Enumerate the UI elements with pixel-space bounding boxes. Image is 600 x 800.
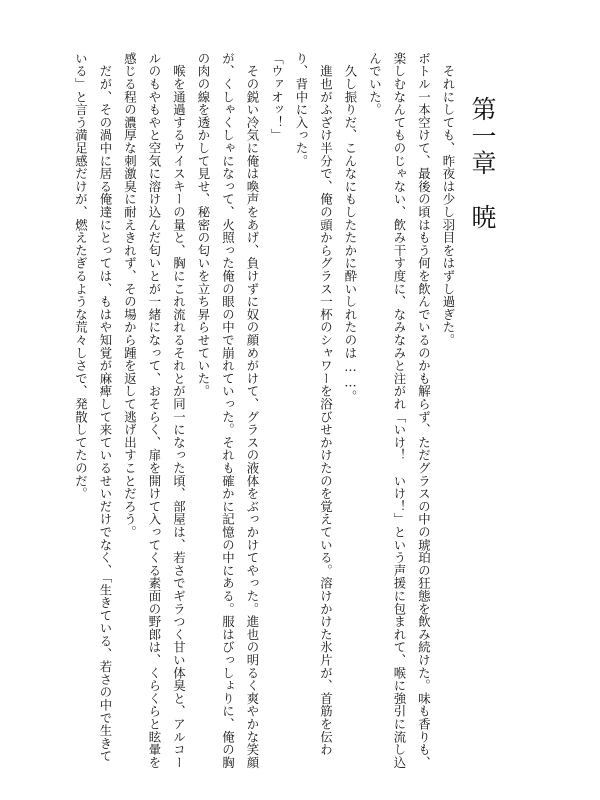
paragraph: その鋭い冷気に俺は喚声をあげ、負けずに奴の顔めがけて、グラスの液体をぶっかけてやった。進也の明るく爽やかな笑顔が、くしゃくしゃになって、火照った俺の眼の中で崩れていった。それも確かに記憶の中にある。服はびっしょりに、俺の胸の肉の線を透かして見せ、秘密の匂いを立ち昇らせていた。 [196, 52, 260, 769]
paragraph: 「ウァオッ！」 [269, 52, 285, 142]
paragraph: ボトル一本空けて、最後の頃はもう何を飲んでいるのかも解らず、ただグラスの中の琥珀の狂態を飲み続けた。味も香りも、楽しむなんてものじゃない、飲み干す度に、なみなみと注がれ「いけ！ いけ！」という声援に包まれて、喉に強引に流し込んでいた。 [367, 52, 432, 769]
chapter-body [68, 52, 460, 772]
chapter-title: 第一章 暁 [468, 96, 497, 231]
paragraph: だが、その渦中に居る俺達にとっては、もはや知覚が麻痺して来ているせいだけでなく、「生きている、若さの中で生きている」と言う満足感だけが、燃えたぎるような荒々しさで、発散してたのだ。 [73, 52, 113, 763]
paragraph: 久し振りだ、こんなにもしたたかに酔いしれたのは……。 [343, 52, 358, 403]
paragraph: 進也がふざけ半分で、俺の頭からグラス一杯のシャワーを浴びせかけたのを覚えている。溶けかけた氷片が、首筋を伝わり、背中に入った。 [294, 52, 334, 756]
paragraph: それにしても、昨夜は少し羽目をはずし過ぎた。 [441, 52, 456, 347]
paragraph: 喉を通過するウイスキーの量と、胸にこれ流れるそれとが同一になった頃、部屋は、若さでギラつく甘い体臭と、アルコールのもやもやと空気に溶け込んだ匂いとが一緒になって、おそらく、扉を開けて入ってくる素面の野郎は、くらくらと眩暈を感じる程の濃厚な刺激臭に耐えきれず、その場から踵を返して逃げ出すことだろう。 [122, 52, 187, 769]
